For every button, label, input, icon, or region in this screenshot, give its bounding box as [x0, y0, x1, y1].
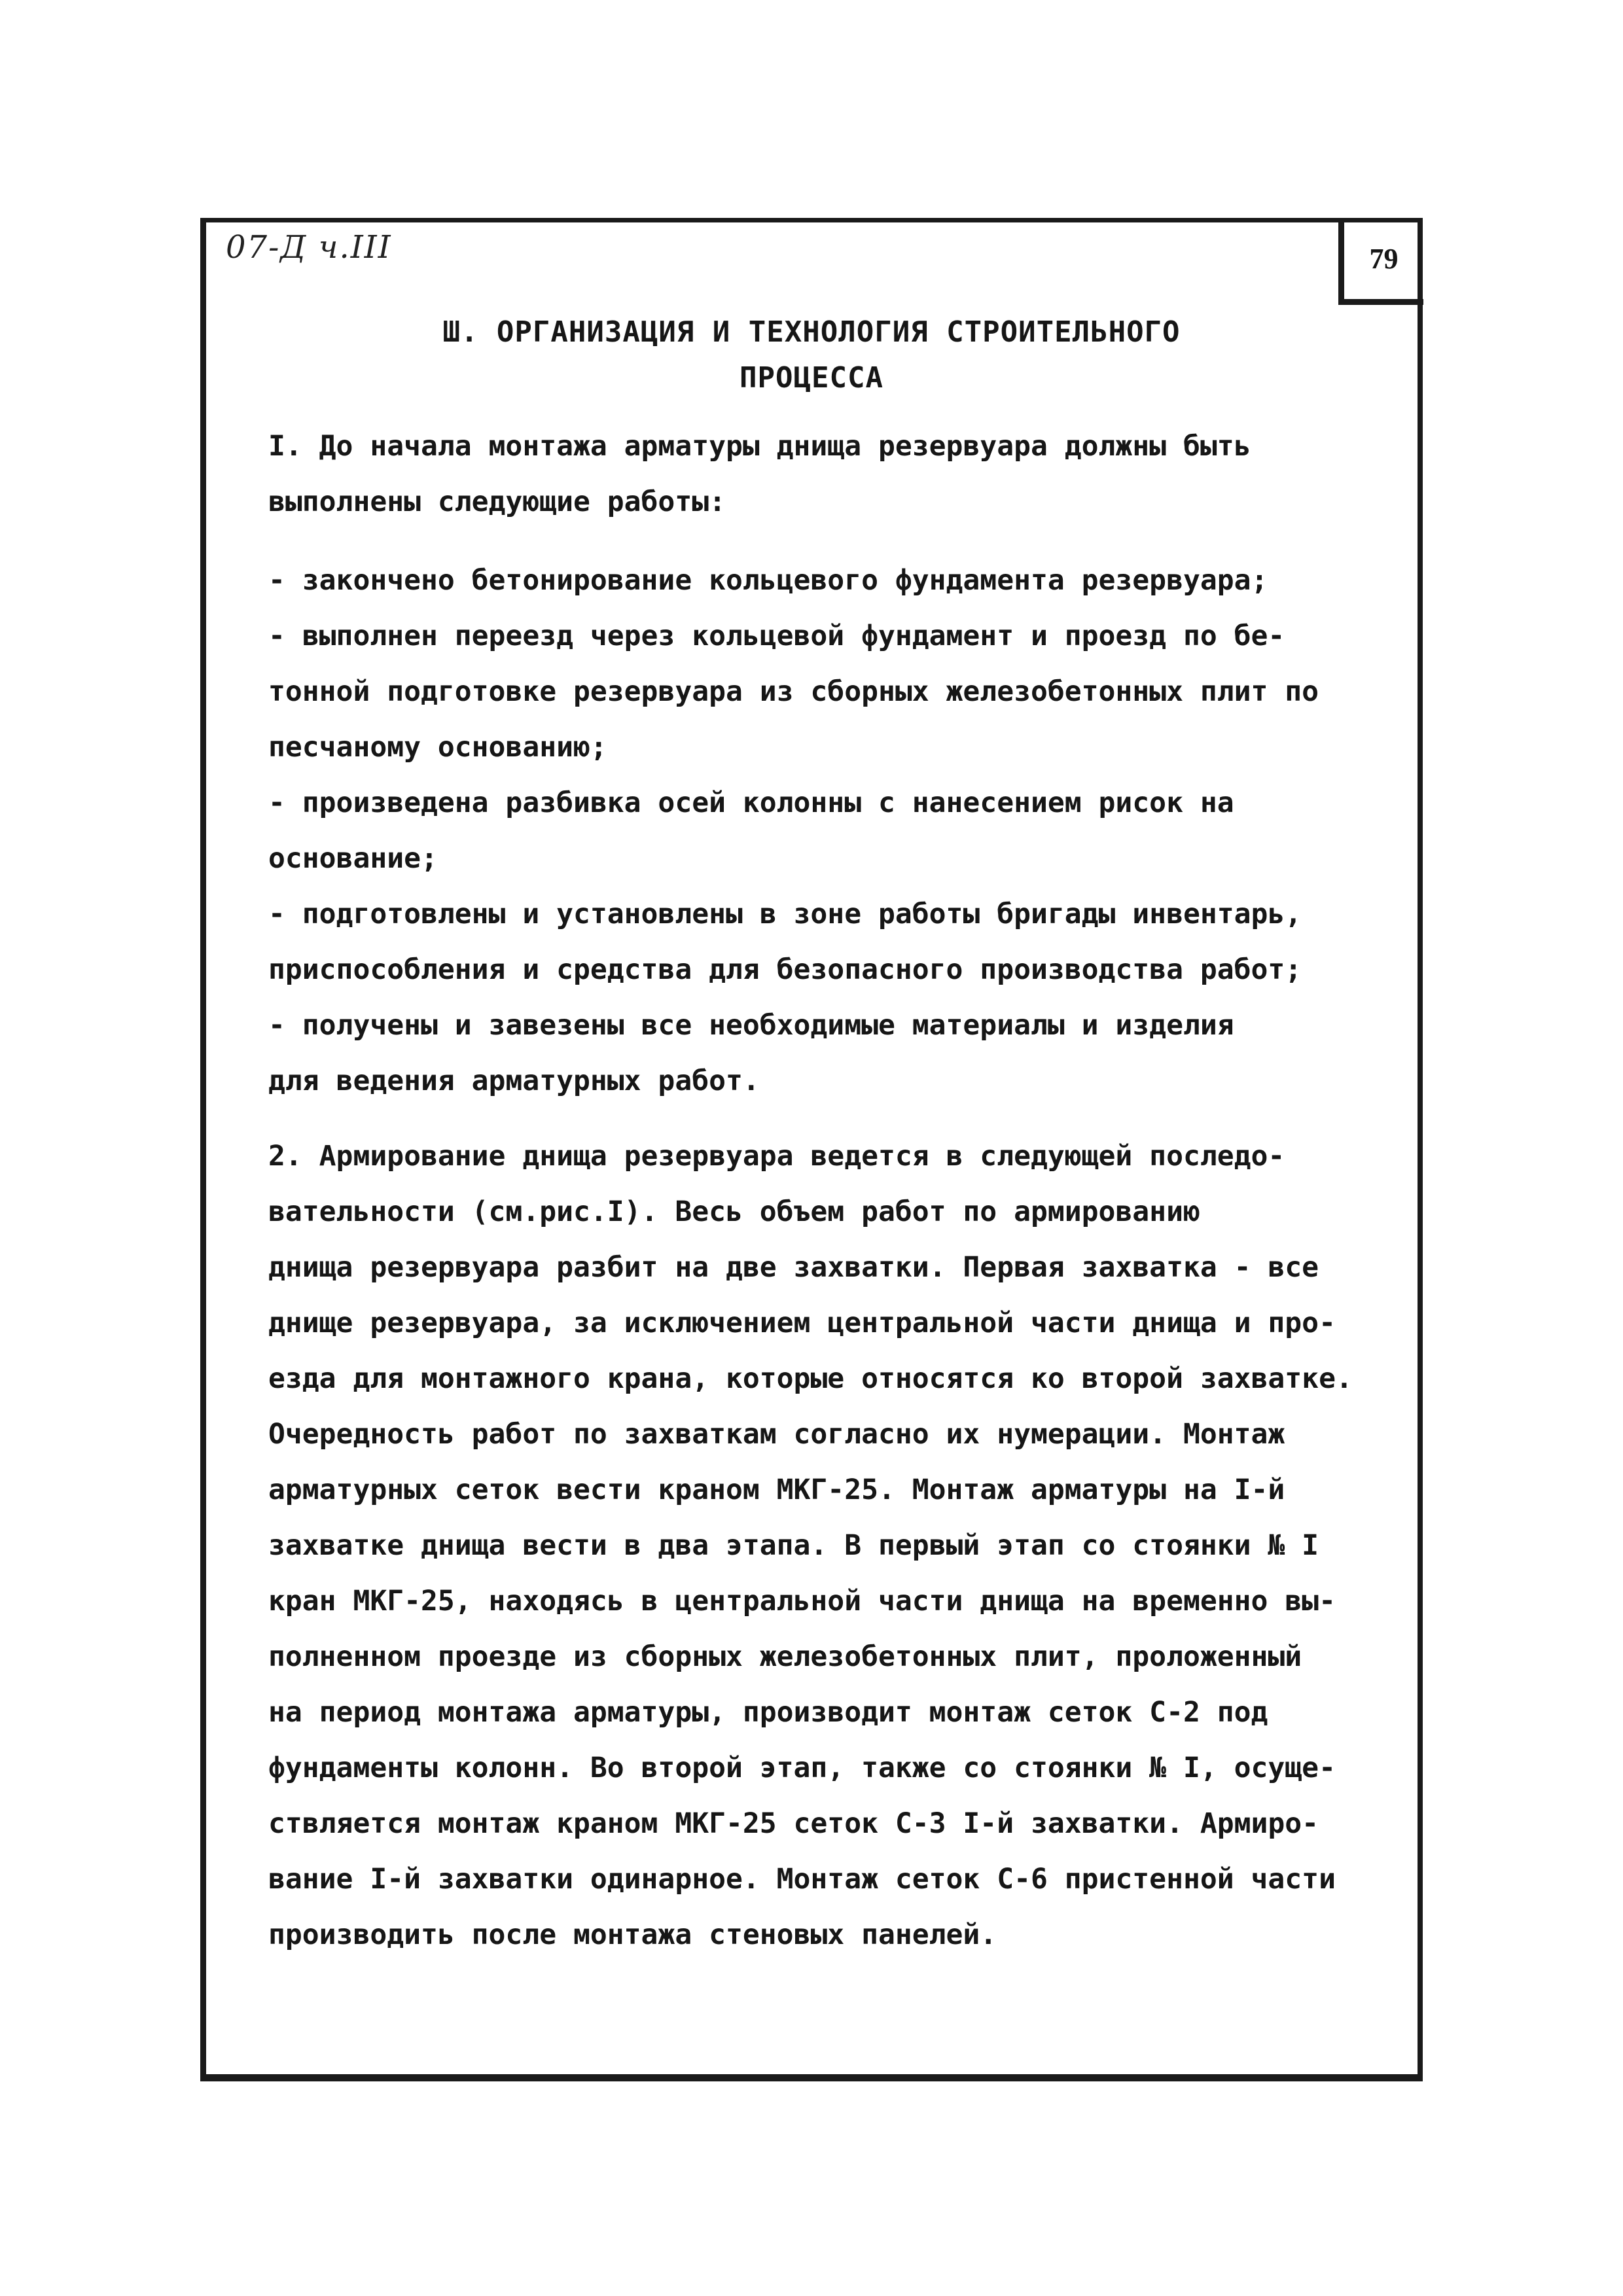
- page-number: 79: [1338, 218, 1423, 305]
- paragraph-1: I. До начала монтажа арматуры днища резервуара должны быть выполнены следующие работы:: [268, 430, 1251, 518]
- prerequisite-list: - закончено бетонирование кольцевого фундамента резервуара; - выполнен переезд через кольцевой фундамент и проезд по бе- тонной подготовке резервуара из сборных железобетонных плит по песчаному основанию; - произведена разбивка осей колонны с нанесением рисок на основание; - подготовлены и установлены в зоне работы бригады инвентарь, приспособления и средства для безопасного производства работ; - получены и завезены все необходимые материалы и изделия для ведения арматурных работ.: [268, 564, 1319, 1097]
- document-code: 07-Д ч.III: [226, 229, 392, 266]
- section-title-cont: ПРОЦЕССА: [740, 361, 883, 395]
- section-title: Ш. ОРГАНИЗАЦИЯ И ТЕХНОЛОГИЯ СТРОИТЕЛЬНОГО: [442, 315, 1181, 349]
- paragraph-2: 2. Армирование днища резервуара ведется в следующей последо- вательности (см.рис.I). Весь объем работ по армированию днища резервуара разбит на две захватки. Первая захватка - все днище резервуара, за исключением центральной части днища и про- езда для монтажного крана, которые относятся ко второй захватке. Очередность работ по захваткам согласно их нумерации. Монтаж арматурных сеток вести краном МКГ-25. Монтаж арматуры на I-й захватке днища вести в два этапа. В первый этап со стоянки № I кран МКГ-25, находясь в центральной части днища на временно вы- полненном проезде из сборных железобетонных плит, проложенный на период монтажа арматуры, производит монтаж сеток С-2 под фундаменты колонн. Во второй этап, также со стоянки № I, осуще- ствляется монтаж краном МКГ-25 сеток С-3 I-й захватки. Армиро- вание I-й захватки одинарное. Монтаж сеток С-6 пристенной части производить после монтажа стеновых панелей.: [268, 1140, 1353, 1951]
